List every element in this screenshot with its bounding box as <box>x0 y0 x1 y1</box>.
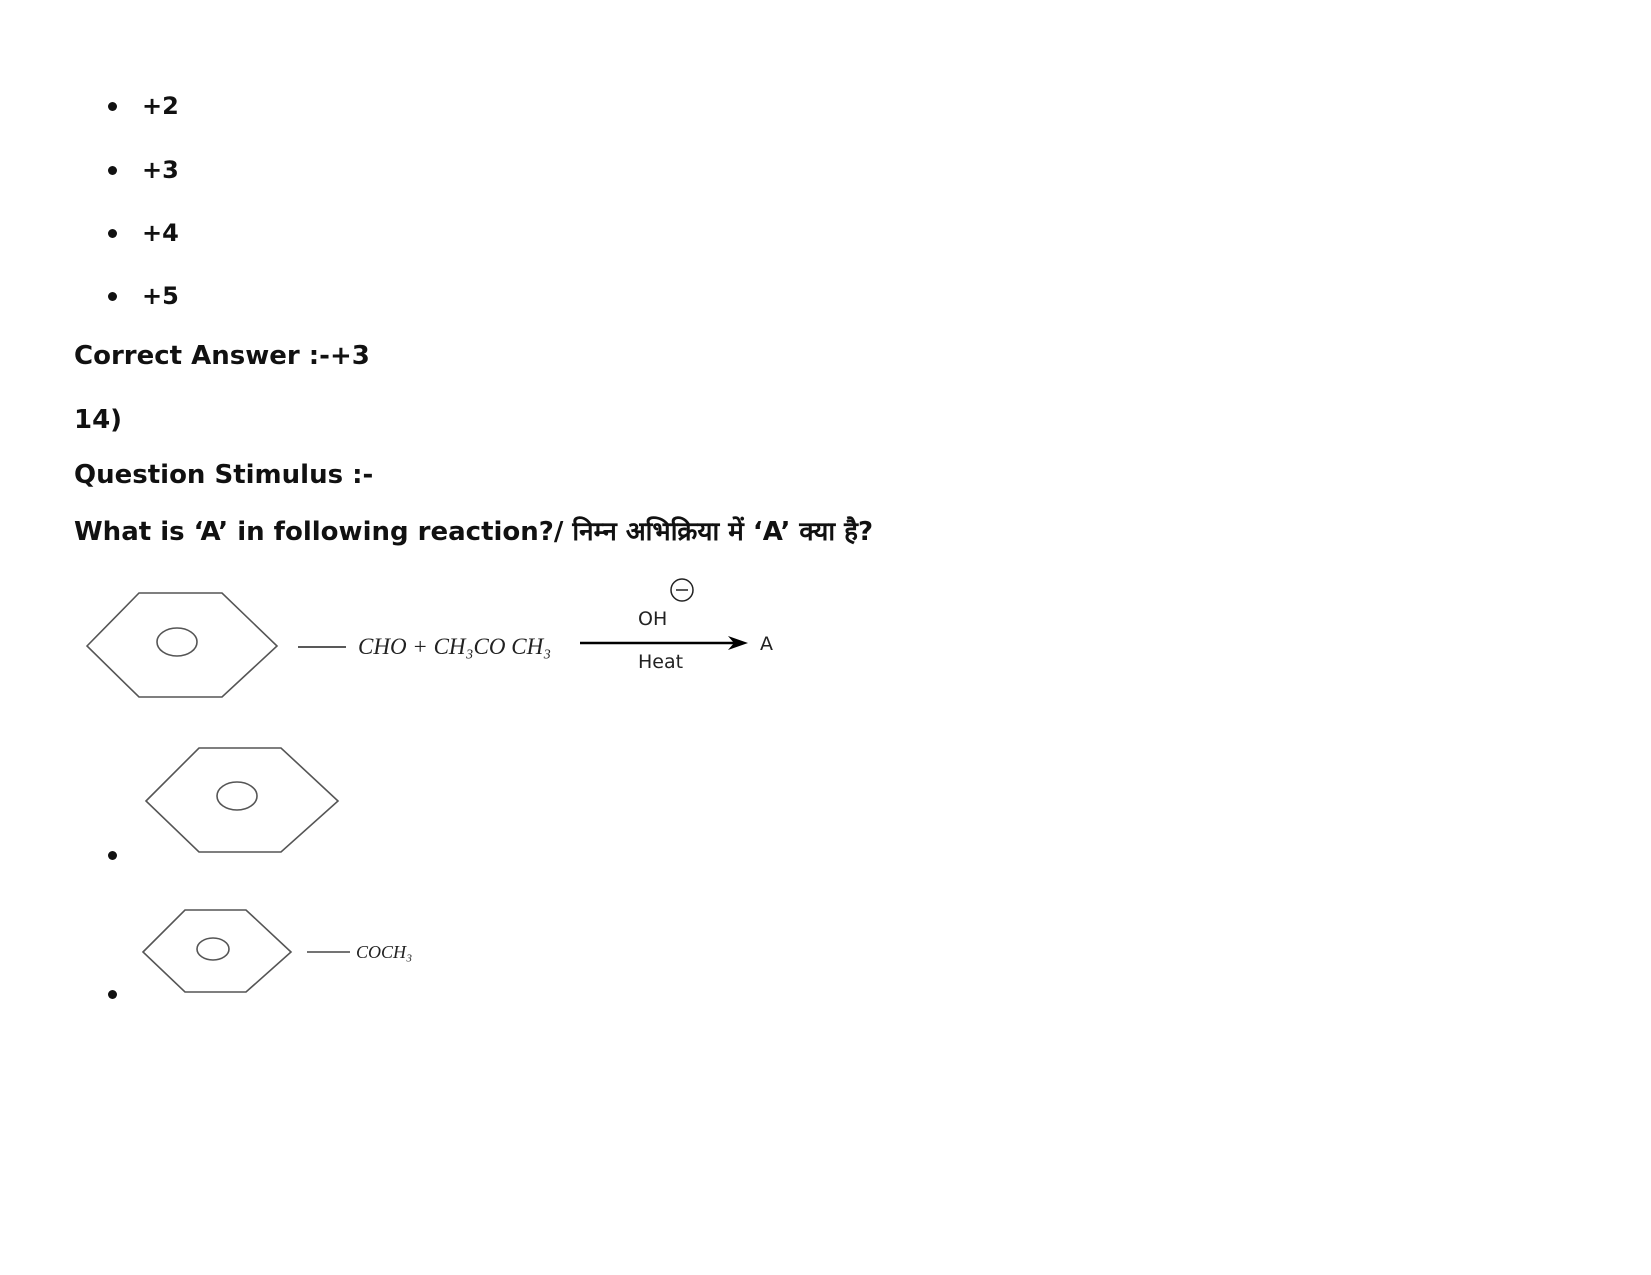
product-label: A <box>760 633 773 655</box>
reaction-arrow <box>580 636 748 650</box>
substituent-text: COCH₃ <box>356 942 413 962</box>
bullet-icon <box>108 292 117 301</box>
reaction-diagram <box>80 570 820 710</box>
hydroxide-charge-icon <box>671 579 693 601</box>
bullet-icon <box>108 990 117 999</box>
option-text: +4 <box>142 219 179 247</box>
reactants-text: CHO + CH₃CO CH₃ <box>358 634 552 659</box>
benzene-ring-icon <box>87 593 277 697</box>
option-text: +2 <box>142 92 179 120</box>
question-stimulus-label: Question Stimulus :- <box>74 460 374 490</box>
bullet-icon <box>108 229 117 238</box>
bullet-icon <box>108 166 117 175</box>
reagent-top: OH <box>638 608 668 630</box>
benzene-ring-icon <box>146 748 338 852</box>
question-text: What is ‘A’ in following reaction?/ निम्न अभिक्रिया में ‘A’ क्या है? <box>74 517 874 547</box>
bullet-icon <box>108 851 117 860</box>
correct-answer-value: +3 <box>329 341 370 371</box>
benzene-ring-icon <box>143 910 291 992</box>
correct-answer-label: Correct Answer :- <box>74 341 330 371</box>
option-benzene[interactable] <box>140 742 360 862</box>
option-acetophenone[interactable] <box>140 905 440 1000</box>
reagent-bottom: Heat <box>638 651 684 673</box>
bullet-icon <box>108 102 117 111</box>
question-number: 14) <box>74 405 123 435</box>
option-text: +5 <box>142 282 179 310</box>
correct-answer <box>74 342 370 370</box>
option-text: +3 <box>142 156 179 184</box>
